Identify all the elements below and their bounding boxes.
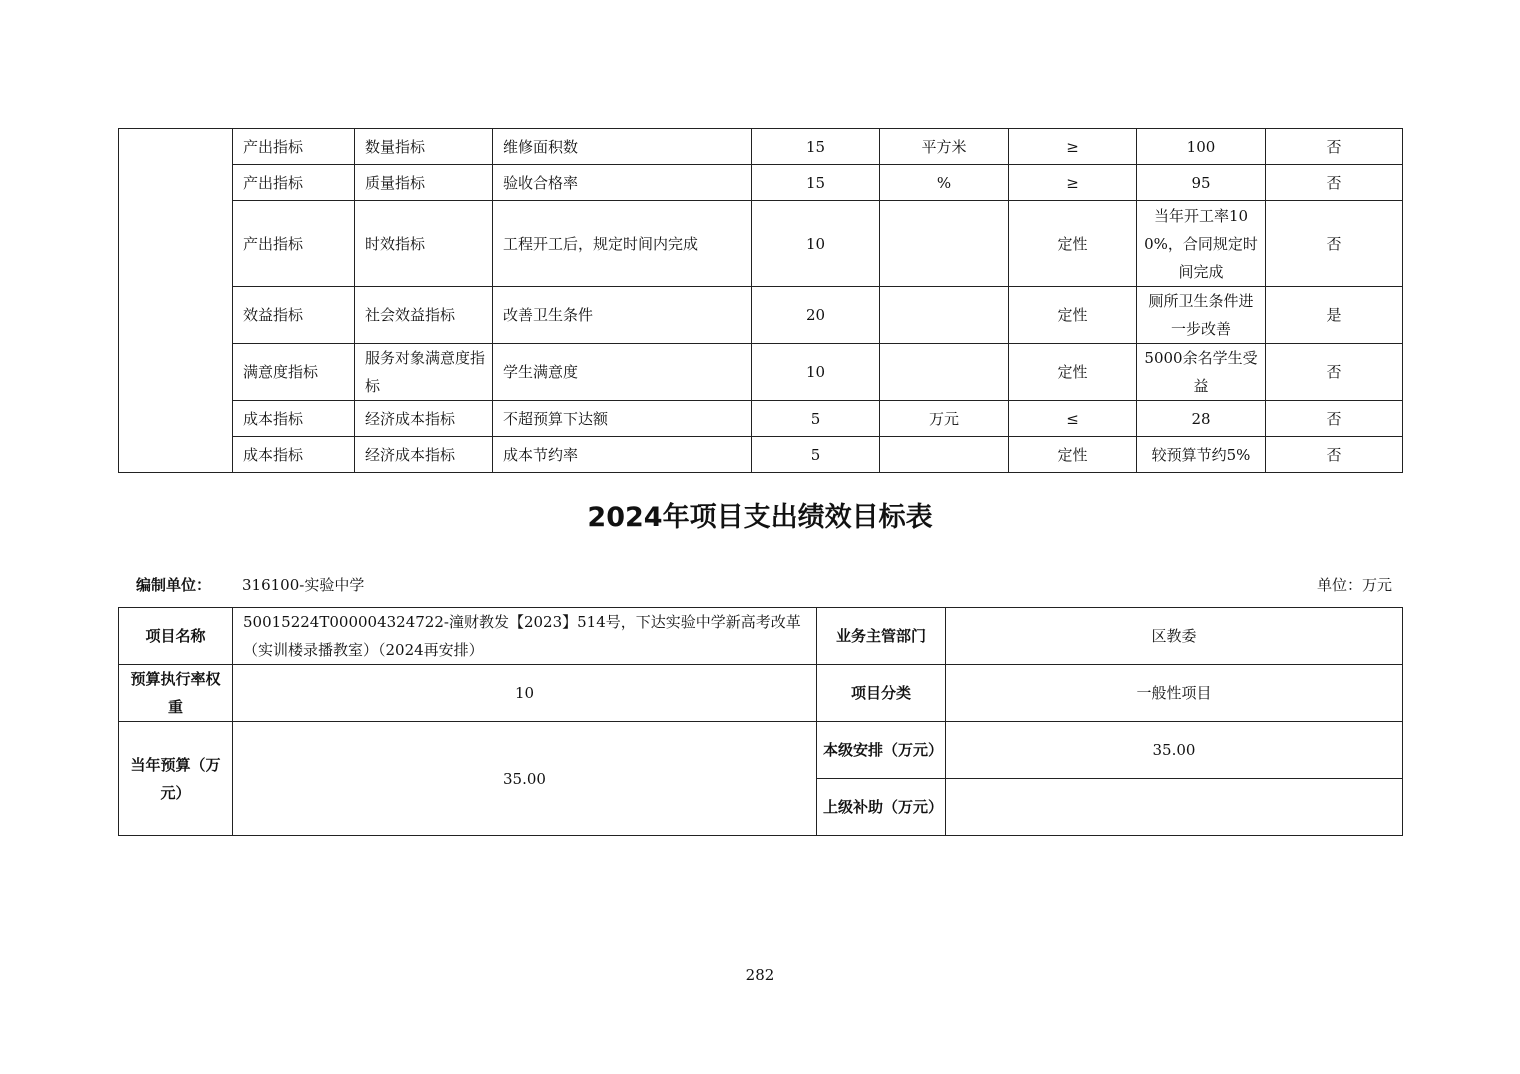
prepared-unit-value: 316100-实验中学	[242, 576, 365, 594]
level3-cell: 学生满意度	[493, 344, 752, 401]
target-cell: 28	[1137, 401, 1266, 437]
operator-cell: 定性	[1009, 287, 1137, 344]
level2-cell: 质量指标	[355, 165, 493, 201]
unit-cell	[880, 344, 1009, 401]
table-row	[119, 608, 1403, 665]
upper-subsidy-label: 上级补助（万元）	[817, 779, 946, 836]
weight-cell: 10	[752, 344, 880, 401]
dept-label: 业务主管部门	[817, 608, 946, 665]
level3-cell: 改善卫生条件	[493, 287, 752, 344]
operator-cell: ≤	[1009, 401, 1137, 437]
category-label: 项目分类	[817, 665, 946, 722]
level1-cell: 效益指标	[233, 287, 355, 344]
core-flag-cell: 否	[1266, 401, 1403, 437]
level2-cell: 服务对象满意度指标	[355, 344, 493, 401]
table-row	[119, 665, 1403, 722]
level1-cell: 成本指标	[233, 437, 355, 473]
indicator-table	[118, 128, 1403, 473]
upper-subsidy-value	[946, 779, 1403, 836]
level1-cell: 产出指标	[233, 201, 355, 287]
table-row	[119, 165, 1403, 201]
blank-merged-cell	[119, 129, 233, 473]
level3-cell: 成本节约率	[493, 437, 752, 473]
level3-cell: 工程开工后，规定时间内完成	[493, 201, 752, 287]
table-row	[119, 129, 1403, 165]
target-cell: 5000余名学生受益	[1137, 344, 1266, 401]
table-row	[119, 201, 1403, 287]
project-info-table	[118, 607, 1403, 836]
unit-cell	[880, 287, 1009, 344]
meta-row	[118, 572, 1402, 598]
level1-cell: 产出指标	[233, 129, 355, 165]
level2-cell: 时效指标	[355, 201, 493, 287]
operator-cell: 定性	[1009, 201, 1137, 287]
operator-cell: 定性	[1009, 344, 1137, 401]
core-flag-cell: 否	[1266, 201, 1403, 287]
operator-cell: 定性	[1009, 437, 1137, 473]
table-row	[119, 344, 1403, 401]
target-cell: 95	[1137, 165, 1266, 201]
target-cell: 当年开工率100%，合同规定时间完成	[1137, 201, 1266, 287]
unit-cell: 平方米	[880, 129, 1009, 165]
prepared-unit-label: 编制单位：	[136, 576, 212, 594]
weight-cell: 15	[752, 165, 880, 201]
level1-cell: 产出指标	[233, 165, 355, 201]
money-unit-label: 单位：万元	[1316, 576, 1392, 594]
level3-cell: 验收合格率	[493, 165, 752, 201]
target-cell: 厕所卫生条件进一步改善	[1137, 287, 1266, 344]
budget-value: 35.00	[233, 722, 817, 836]
level3-cell: 不超预算下达额	[493, 401, 752, 437]
core-flag-cell: 否	[1266, 437, 1403, 473]
local-arrangement-value: 35.00	[946, 722, 1403, 779]
table-row	[119, 722, 1403, 779]
project-name-value: 50015224T000004324722-潼财教发【2023】514号，下达实验中学新高考改革（实训楼录播教室）（2024再安排）	[233, 608, 817, 665]
operator-cell: ≥	[1009, 129, 1137, 165]
page-number: 282	[745, 966, 775, 984]
core-flag-cell: 否	[1266, 165, 1403, 201]
level1-cell: 满意度指标	[233, 344, 355, 401]
table-row	[119, 437, 1403, 473]
target-cell: 较预算节约5%	[1137, 437, 1266, 473]
unit-cell: 万元	[880, 401, 1009, 437]
level2-cell: 经济成本指标	[355, 437, 493, 473]
weight-cell: 10	[752, 201, 880, 287]
unit-cell	[880, 201, 1009, 287]
document-title: 2024年项目支出绩效目标表	[587, 502, 933, 533]
weight-cell: 5	[752, 401, 880, 437]
level2-cell: 社会效益指标	[355, 287, 493, 344]
core-flag-cell: 否	[1266, 129, 1403, 165]
level2-cell: 经济成本指标	[355, 401, 493, 437]
unit-cell: %	[880, 165, 1009, 201]
target-cell: 100	[1137, 129, 1266, 165]
weight-cell: 5	[752, 437, 880, 473]
dept-value: 区教委	[946, 608, 1403, 665]
level3-cell: 维修面积数	[493, 129, 752, 165]
core-flag-cell: 是	[1266, 287, 1403, 344]
core-flag-cell: 否	[1266, 344, 1403, 401]
weight-cell: 15	[752, 129, 880, 165]
weight-cell: 20	[752, 287, 880, 344]
table-row	[119, 401, 1403, 437]
exec-rate-value: 10	[233, 665, 817, 722]
exec-rate-label: 预算执行率权重	[119, 665, 233, 722]
budget-label: 当年预算（万元）	[119, 722, 233, 836]
category-value: 一般性项目	[946, 665, 1403, 722]
project-name-label: 项目名称	[119, 608, 233, 665]
unit-cell	[880, 437, 1009, 473]
level2-cell: 数量指标	[355, 129, 493, 165]
operator-cell: ≥	[1009, 165, 1137, 201]
level1-cell: 成本指标	[233, 401, 355, 437]
local-arrangement-label: 本级安排（万元）	[817, 722, 946, 779]
table-row	[119, 287, 1403, 344]
